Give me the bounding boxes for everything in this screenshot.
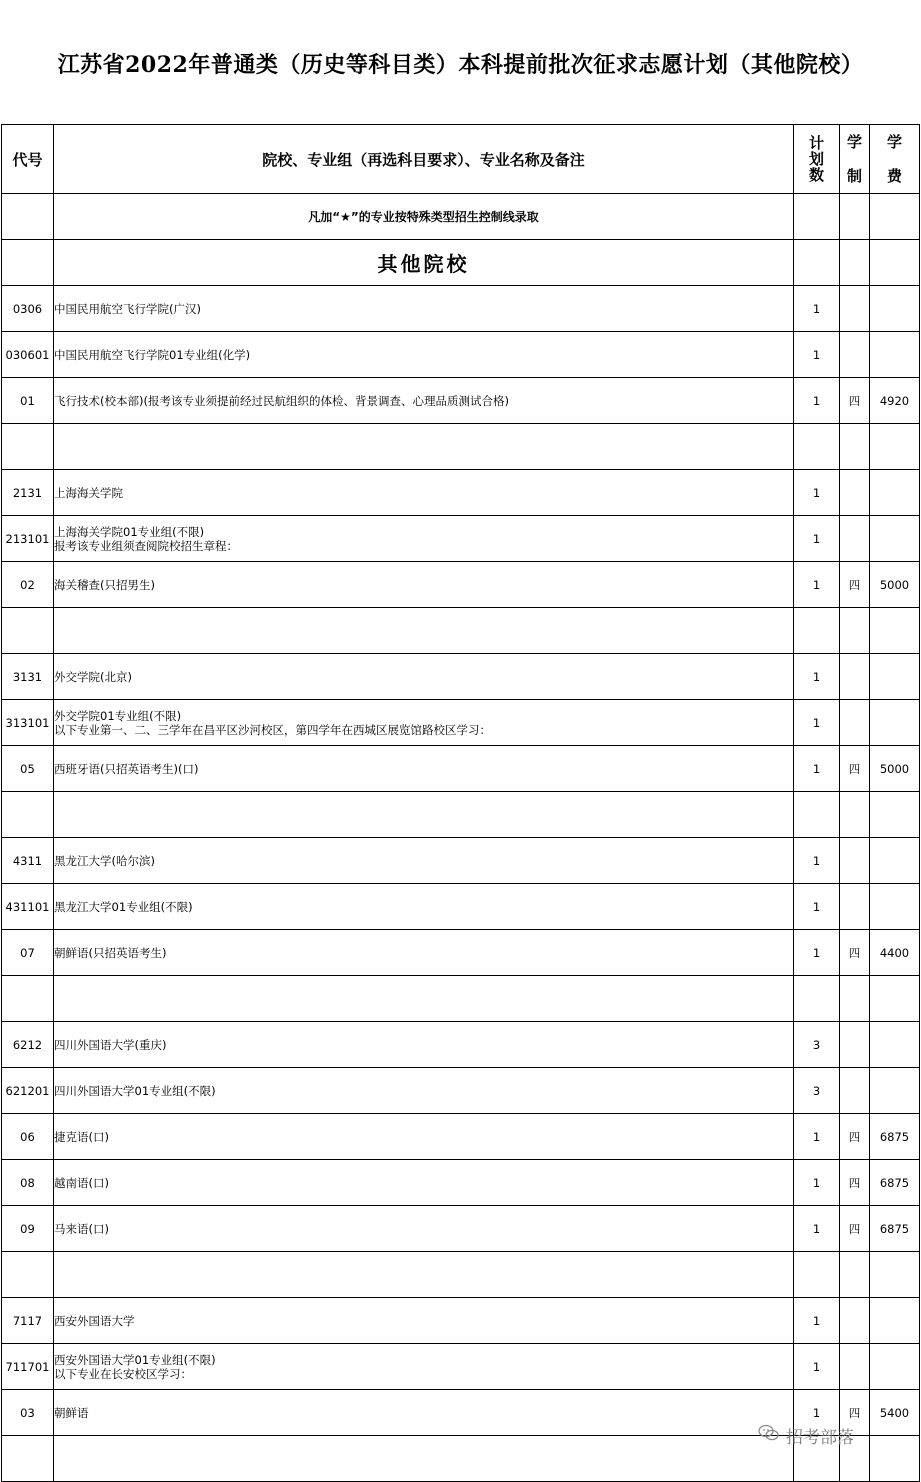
cell-years: 四 [840, 378, 870, 424]
header-years: 学 制 [840, 125, 870, 194]
cell-plan: 1 [794, 286, 840, 332]
cell-code: 06 [2, 1114, 54, 1160]
note-code-cell [2, 194, 54, 240]
cell-fee: 4400 [870, 930, 920, 976]
cell-name: 上海海关学院 [54, 470, 794, 516]
cell-years [840, 884, 870, 930]
page-title: 江苏省2022年普通类（历史等科目类）本科提前批次征求志愿计划（其他院校） [57, 52, 864, 78]
cell-years [840, 470, 870, 516]
cell-plan: 1 [794, 1160, 840, 1206]
table-row [2, 424, 920, 470]
cell-fee [870, 608, 920, 654]
cell-name: 西安外国语大学01专业组(不限) 以下专业在长安校区学习： [54, 1344, 794, 1390]
cell-years [840, 1298, 870, 1344]
cell-years [840, 976, 870, 1022]
cell-name: 朝鲜语(只招英语考生) [54, 930, 794, 976]
cell-years [840, 608, 870, 654]
cell-fee: 6875 [870, 1160, 920, 1206]
cell-plan [794, 976, 840, 1022]
cell-plan: 1 [794, 838, 840, 884]
cell-years [840, 1022, 870, 1068]
cell-name: 朝鲜语 [54, 1390, 794, 1436]
watermark [758, 1420, 908, 1450]
cell-name: 四川外国语大学(重庆) [54, 1022, 794, 1068]
cell-plan: 1 [794, 654, 840, 700]
cell-fee [870, 654, 920, 700]
cell-plan: 1 [794, 930, 840, 976]
table-row [2, 792, 920, 838]
table-row [2, 332, 920, 378]
table-row [2, 976, 920, 1022]
note-row [2, 194, 920, 240]
cell-name [54, 976, 794, 1022]
cell-plan [794, 608, 840, 654]
cell-code: 621201 [2, 1068, 54, 1114]
cell-code: 030601 [2, 332, 54, 378]
cell-years [840, 424, 870, 470]
cell-years [840, 1068, 870, 1114]
cell-plan: 3 [794, 1068, 840, 1114]
table-row [2, 930, 920, 976]
cell-plan: 1 [794, 1344, 840, 1390]
table-header-row [2, 125, 920, 194]
cell-code [2, 1252, 54, 1298]
cell-name: 上海海关学院01专业组(不限) 报考该专业组须查阅院校招生章程： [54, 516, 794, 562]
cell-years: 四 [840, 930, 870, 976]
table-row [2, 1252, 920, 1298]
cell-years [840, 332, 870, 378]
cell-code: 7117 [2, 1298, 54, 1344]
cell-fee [870, 1022, 920, 1068]
cell-code: 05 [2, 746, 54, 792]
cell-code: 08 [2, 1160, 54, 1206]
table-row [2, 1068, 920, 1114]
cell-name: 西安外国语大学 [54, 1298, 794, 1344]
cell-name: 黑龙江大学01专业组(不限) [54, 884, 794, 930]
cell-plan: 1 [794, 1114, 840, 1160]
table-row [2, 1160, 920, 1206]
cell-code: 07 [2, 930, 54, 976]
cell-code: 431101 [2, 884, 54, 930]
header-plan: 计 划 数 [794, 125, 840, 194]
cell-years [840, 700, 870, 746]
cell-fee [870, 884, 920, 930]
cell-years: 四 [840, 1390, 870, 1436]
cell-code: 09 [2, 1206, 54, 1252]
table-row [2, 1344, 920, 1390]
wechat-icon [758, 1424, 780, 1447]
cell-name [54, 1252, 794, 1298]
cell-code: 3131 [2, 654, 54, 700]
cell-fee: 5000 [870, 562, 920, 608]
cell-plan: 1 [794, 1390, 840, 1436]
cell-name: 飞行技术(校本部)(报考该专业须提前经过民航组织的体检、背景调查、心理品质测试合格) [54, 378, 794, 424]
cell-name: 西班牙语(只招英语考生)(口) [54, 746, 794, 792]
table-row [2, 700, 920, 746]
cell-fee [870, 286, 920, 332]
cell-fee [870, 700, 920, 746]
table-row [2, 516, 920, 562]
cell-name: 外交学院01专业组(不限) 以下专业第一、二、三学年在昌平区沙河校区，第四学年在西城区展览馆路校区学习： [54, 700, 794, 746]
cell-fee [870, 976, 920, 1022]
cell-fee [870, 1252, 920, 1298]
header-fee: 学 费 [870, 125, 920, 194]
table-row [2, 1206, 920, 1252]
cell-years [840, 286, 870, 332]
cell-fee [870, 332, 920, 378]
cell-code: 01 [2, 378, 54, 424]
cell-years [840, 792, 870, 838]
cell-code [2, 792, 54, 838]
cell-plan [794, 792, 840, 838]
cell-fee: 5400 [870, 1390, 920, 1436]
cell-name: 越南语(口) [54, 1160, 794, 1206]
cell-years [840, 654, 870, 700]
section-row [2, 240, 920, 286]
cell-years: 四 [840, 1206, 870, 1252]
cell-name: 四川外国语大学01专业组(不限) [54, 1068, 794, 1114]
watermark-text: 招考部落 [786, 1427, 854, 1448]
cell-fee [870, 838, 920, 884]
cell-code [2, 608, 54, 654]
cell-name: 外交学院(北京) [54, 654, 794, 700]
table-row [2, 1298, 920, 1344]
cell-code: 313101 [2, 700, 54, 746]
cell-fee [870, 424, 920, 470]
cell-fee [870, 1298, 920, 1344]
cell-years [840, 516, 870, 562]
table-row [2, 1114, 920, 1160]
cell-years [840, 1252, 870, 1298]
table-row [2, 1022, 920, 1068]
table-row [2, 654, 920, 700]
cell-years: 四 [840, 562, 870, 608]
cell-fee [870, 792, 920, 838]
cell-code [2, 976, 54, 1022]
cell-years [840, 838, 870, 884]
cell-code: 03 [2, 1390, 54, 1436]
cell-years: 四 [840, 746, 870, 792]
cell-fee [870, 1344, 920, 1390]
table-row [2, 608, 920, 654]
section-code-cell [2, 240, 54, 286]
cell-name: 捷克语(口) [54, 1114, 794, 1160]
table-row [2, 746, 920, 792]
cell-plan: 1 [794, 332, 840, 378]
cell-years: 四 [840, 1114, 870, 1160]
cell-name [54, 608, 794, 654]
cell-plan: 1 [794, 1298, 840, 1344]
table-row [2, 470, 920, 516]
cell-plan [794, 1252, 840, 1298]
cell-name: 中国民用航空飞行学院01专业组(化学) [54, 332, 794, 378]
cell-plan: 3 [794, 1022, 840, 1068]
cell-code [2, 424, 54, 470]
table-row [2, 884, 920, 930]
cell-name [54, 792, 794, 838]
cell-fee: 5000 [870, 746, 920, 792]
cell-plan: 1 [794, 470, 840, 516]
enrollment-plan-table [1, 124, 920, 1482]
cell-years: 四 [840, 1160, 870, 1206]
header-code: 代号 [2, 125, 54, 194]
cell-code: 2131 [2, 470, 54, 516]
cell-name [54, 424, 794, 470]
cell-plan: 1 [794, 746, 840, 792]
cell-code: 213101 [2, 516, 54, 562]
cell-fee: 4920 [870, 378, 920, 424]
cell-plan: 1 [794, 516, 840, 562]
cell-code: 711701 [2, 1344, 54, 1390]
table-row [2, 562, 920, 608]
cell-code: 0306 [2, 286, 54, 332]
cell-years [840, 1344, 870, 1390]
table-row [2, 286, 920, 332]
cell-fee: 6875 [870, 1206, 920, 1252]
cell-plan: 1 [794, 884, 840, 930]
table-row [2, 838, 920, 884]
table-row [2, 378, 920, 424]
cell-plan [794, 424, 840, 470]
cell-code: 4311 [2, 838, 54, 884]
header-name: 院校、专业组（再选科目要求）、专业名称及备注 [54, 125, 794, 194]
cell-plan: 1 [794, 562, 840, 608]
cell-name: 中国民用航空飞行学院(广汉) [54, 286, 794, 332]
cell-name: 马来语(口) [54, 1206, 794, 1252]
cell-fee: 6875 [870, 1114, 920, 1160]
cell-fee [870, 470, 920, 516]
section-title: 其他院校 [54, 240, 794, 286]
cell-name: 黑龙江大学(哈尔滨) [54, 838, 794, 884]
cell-fee [870, 1068, 920, 1114]
cell-name: 海关稽查(只招男生) [54, 562, 794, 608]
cell-plan: 1 [794, 1206, 840, 1252]
cell-fee [870, 516, 920, 562]
cell-code: 6212 [2, 1022, 54, 1068]
cell-plan: 1 [794, 378, 840, 424]
cell-plan: 1 [794, 700, 840, 746]
special-admission-note: 凡加“★”的专业按特殊类型招生控制线录取 [54, 194, 794, 240]
cell-code: 02 [2, 562, 54, 608]
